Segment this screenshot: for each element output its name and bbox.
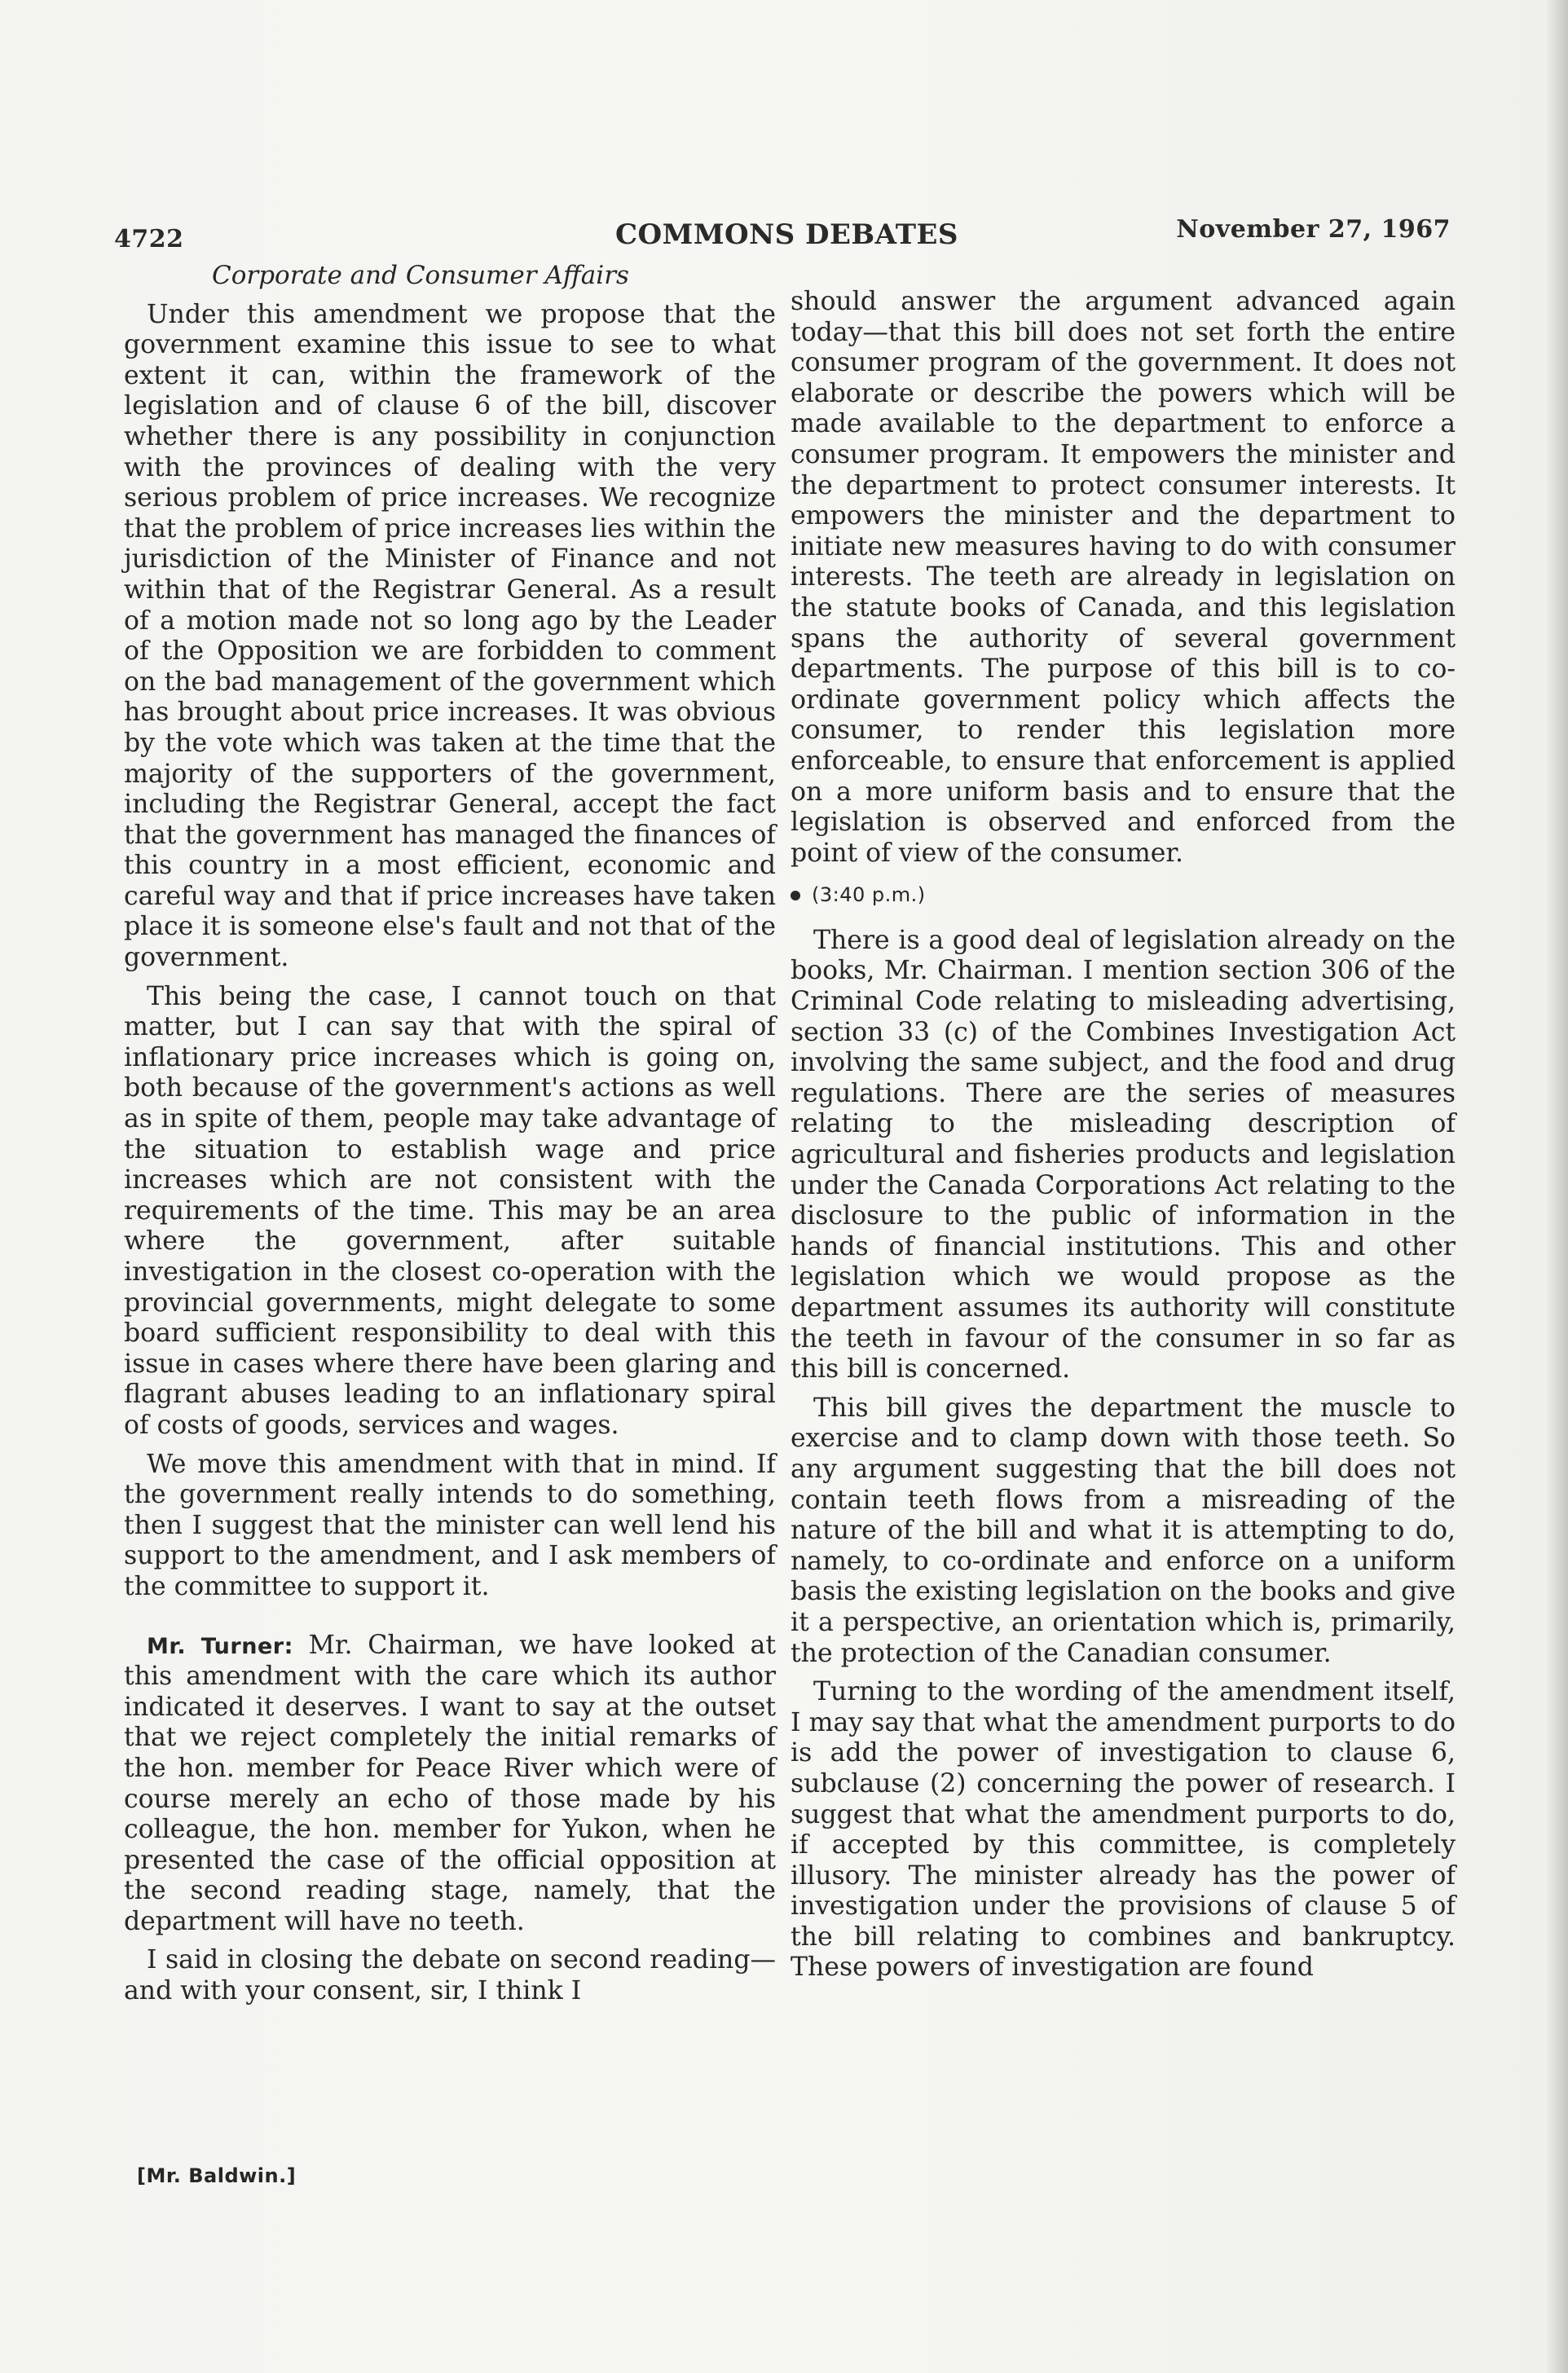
paragraph: should answer the argument advanced again today—that this bill does not set forth the entire consumer program of the government. It does not elaborate or describe the powers which will be made available to the department to enforce a consumer program. It empowers the minister and the department to protect consumer interests. It empowers the minister and the department to initiate new measures having to do with consumer interests. The teeth are already in legislation on the statute books of Canada, and this legislation spans the authority of several government departments. The purpose of this bill is to co-ordinate government policy which affects the consumer, to render this legislation more enforceable, to ensure that enforcement is applied on a more uniform basis and to ensure that the legislation is observed and enforced from the point of view of the consumer. xyxy=(791,287,1456,868)
section-subhead: Corporate and Consumer Affairs xyxy=(212,261,629,290)
paragraph: We move this amendment with that in mind. If the government really intends to do something, then I suggest that the minister can well lend his support to the amendment, and I ask members of the committee to support it. xyxy=(124,1449,776,1601)
paragraph: This bill gives the department the muscle to exercise and to clamp down with those teeth. So any argument suggesting that the bill does not contain teeth flows from a misreading of the nature of the bill and what it is attempting to do, namely, to co-ordinate and enforce on a uniform basis the existing legislation on the books and give it a perspective, an orientation which is, primarily, the protection of the Canadian consumer. xyxy=(791,1393,1456,1668)
speaker-paragraph xyxy=(124,1631,776,1938)
timestamp-text: (3:40 p.m.) xyxy=(812,883,926,907)
page-edge-shadow xyxy=(1545,0,1568,2373)
page-date: November 27, 1967 xyxy=(1176,215,1451,244)
page-header xyxy=(114,214,1451,253)
paragraph: Under this amendment we propose that the government examine this issue to see to what extent it can, within the framework of the legislation and of clause 6 of the bill, discover whether there is any possibility in conjunction with the provinces of dealing with the very serious problem of price increases. We recognize that the problem of price increases lies within the jurisdiction of the Minister of Finance and not within that of the Registrar General. As a result of a motion made not so long ago by the Leader of the Opposition we are forbidden to comment on the bad management of the government which has brought about price increases. It was obvious by the vote which was taken at the time that the majority of the supporters of the government, including the Registrar General, accept the fact that the government has managed the finances of this country in a most efficient, economic and careful way and that if price increases have taken place it is someone else's fault and not that of the government. xyxy=(124,299,776,973)
timestamp xyxy=(791,880,1456,911)
paragraph: I said in closing the debate on second reading—and with your consent, sir, I think I xyxy=(124,1945,776,2006)
publication-title: COMMONS DEBATES xyxy=(615,218,958,251)
paragraph: There is a good deal of legislation already on the books, Mr. Chairman. I mention section 306 of the Criminal Code relating to misleading advertising, section 33 (c) of the Combines Investigation Act involving the same subject, and the food and drug regulations. There are the series of measures relating to the misleading description of agricultural and fisheries products and legislation under the Canada Corporations Act relating to the disclosure to the public of information in the hands of financial institutions. This and other legislation which we would propose as the department assumes its authority will constitute the teeth in favour of the consumer in so far as this bill is concerned. xyxy=(791,925,1456,1385)
page-number: 4722 xyxy=(114,225,184,253)
paragraph: This being the case, I cannot touch on that matter, but I can say that with the spiral of inflationary price increases which is going on, both because of the government's actions as well as in spite of them, people may take advantage of the situation to establish wage and price increases which are not consistent with the requirements of the time. This may be an area where the government, after suitable investigation in the closest co-operation with the provincial governments, might delegate to some board sufficient responsibility to deal with this issue in cases where there have been glaring and flagrant abuses leading to an inflationary spiral of costs of goods, services and wages. xyxy=(124,981,776,1440)
speaker-name: Mr. Turner: xyxy=(147,1633,293,1659)
right-column xyxy=(791,287,1456,1983)
paragraph: Turning to the wording of the amendment itself, I may say that what the amendment purports to do is add the power of investigation to clause 6, subclause (2) concerning the power of research. I suggest that what the amendment purports to do, if accepted by this committee, is completely illusory. The minister already has the power of investigation under the provisions of clause 5 of the bill relating to combines and bankruptcy. These powers of investigation are found xyxy=(791,1677,1456,1983)
bullet-icon xyxy=(791,891,800,900)
speaker-reference: [Mr. Baldwin.] xyxy=(137,2164,297,2187)
speech-text: Mr. Chairman, we have looked at this amendment with the care which its author indicated it deserves. I want to say at the outset that we reject completely the initial remarks of the hon. member for Peace River which were of course merely an echo of those made by his colleague, the hon. member for Yukon, when he presented the case of the official opposition at the second reading stage, namely, that the department will have no teeth. xyxy=(124,1630,776,1936)
left-column xyxy=(124,261,776,2007)
